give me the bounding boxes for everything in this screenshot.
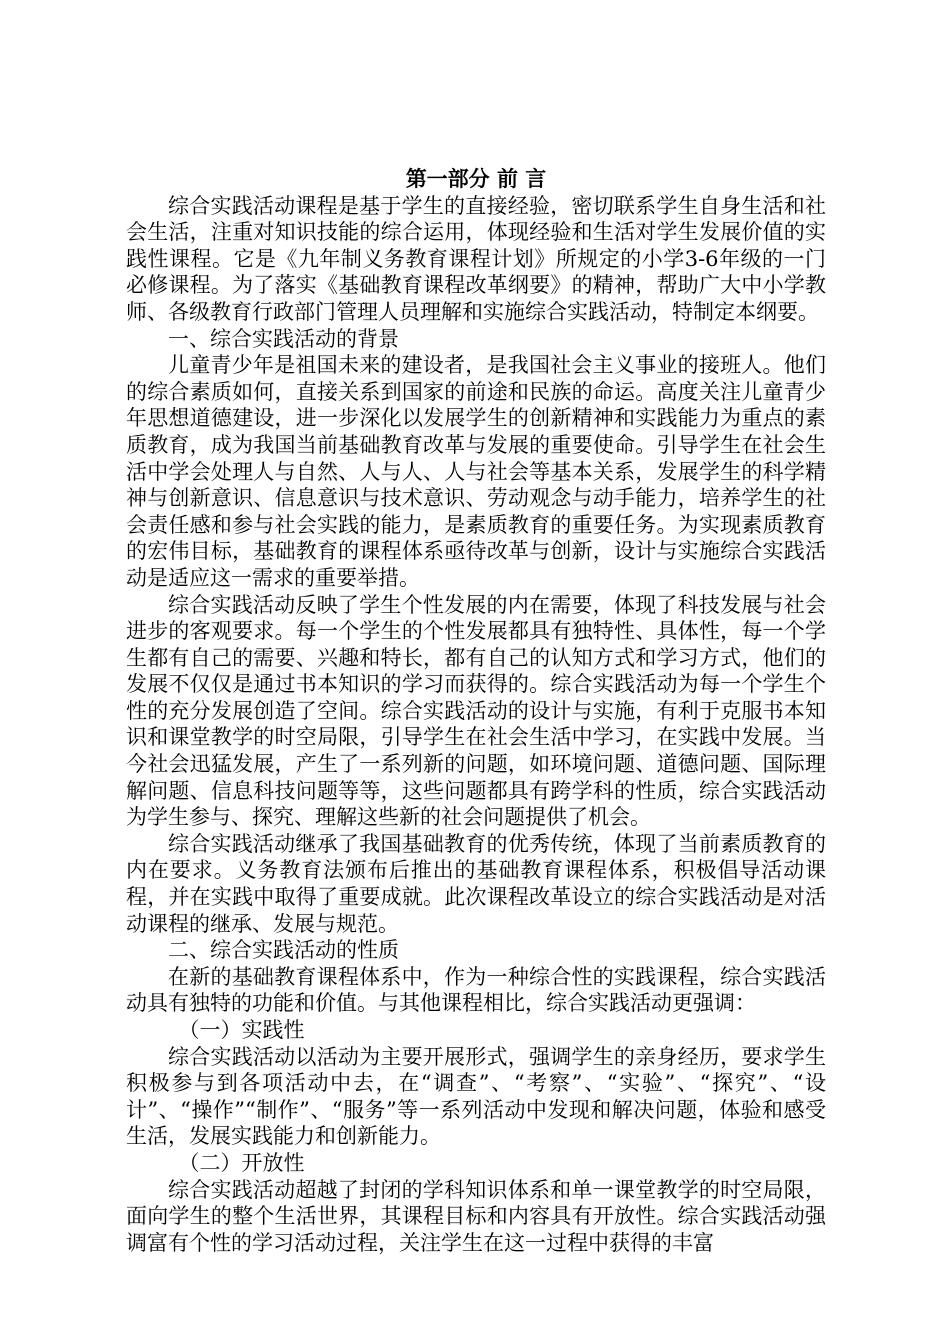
background-paragraph-2: 综合实践活动反映了学生个性发展的内在需要，体现了科技发展与社会进步的客观要求。每一个学生的个性发展都具有独特性、具体性，每一个学生都有自己的需要、兴趣和特长，都有自己的认知方式和学习方式，他们的发展不仅仅是通过书本知识的学习而获得的。综合实践活动为每一个学生个性的充分发展创造了空间。综合实践活动的设计与实施，有利于克服书本知识和课堂教学的时空局限，引导学生在社会生活中学习，在实践中发展。当今社会迅猛发展，产生了一系列新的问题，如环境问题、道德问题、国际理解问题、信息科技问题等等，这些问题都具有跨学科的性质，综合实践活动为学生参与、探究、理解这些新的社会问题提供了机会。 [126,592,826,830]
subheading-practicality: （一）实践性 [178,1018,305,1042]
background-paragraph-1: 儿童青少年是祖国未来的建设者，是我国社会主义事业的接班人。他们的综合素质如何，直接关系到国家的前途和民族的命运。高度关注儿童青少年思想道德建设，进一步深化以发展学生的创新精神和实践能力为重点的素质教育，成为我国当前基础教育改革与发展的重要使命。引导学生在社会生活中学会处理人与自然、人与人、人与社会等基本关系，发展学生的科学精神与创新意识、信息意识与技术意识、劳动观念与动手能力，培养学生的社会责任感和参与社会实践的能力，是素质教育的重要任务。为实现素质教育的宏伟目标，基础教育的课程体系亟待改革与创新，设计与实施综合实践活动是适应这一需求的重要举措。 [126,353,826,590]
intro-paragraph: 综合实践活动课程是基于学生的直接经验，密切联系学生自身生活和社会生活，注重对知识技能的综合运用，体现经验和生活对学生发展价值的实践性课程。它是《九年制义务教育课程计划》所规定的小学3-6年级的一门必修课程。为了落实《基础教育课程改革纲要》的精神，帮助广大中小学教师、各级教育行政部门管理人员理解和实施综合实践活动，特制定本纲要。 [126,193,826,324]
openness-paragraph: 综合实践活动超越了封闭的学科知识体系和单一课堂教学的时空局限，面向学生的整个生活世界，其课程目标和内容具有开放性。综合实践活动强调富有个性的学习活动过程，关注学生在这一过程中获得的丰富 [126,1177,826,1255]
section-heading-nature: 二、综合实践活动的性质 [168,938,399,963]
document-body [126,166,826,1256]
section-heading-background: 一、综合实践活动的背景 [168,326,399,351]
background-paragraph-3: 综合实践活动继承了我国基础教育的优秀传统，体现了当前素质教育的内在要求。义务教育法颁布后推出的基础教育课程体系，积极倡导活动课程，并在实践中取得了重要成就。此次课程改革设立的综合实践活动是对活动课程的继承、发展与规范。 [126,831,826,936]
nature-paragraph: 在新的基础教育课程体系中，作为一种综合性的实践课程，综合实践活动具有独特的功能和价值。与其他课程相比，综合实践活动更强调： [126,964,826,1016]
page-title: 第一部分 前 言 [405,166,547,191]
practicality-paragraph: 综合实践活动以活动为主要开展形式，强调学生的亲身经历，要求学生积极参与到各项活动中去，在“调查”、“考察”、“实验”、“探究”、“设计”、“操作”“制作”、“服务”等一系列活动中发现和解决问题，体验和感受生活，发展实践能力和创新能力。 [126,1044,826,1149]
subheading-openness: （二）开放性 [178,1150,305,1175]
